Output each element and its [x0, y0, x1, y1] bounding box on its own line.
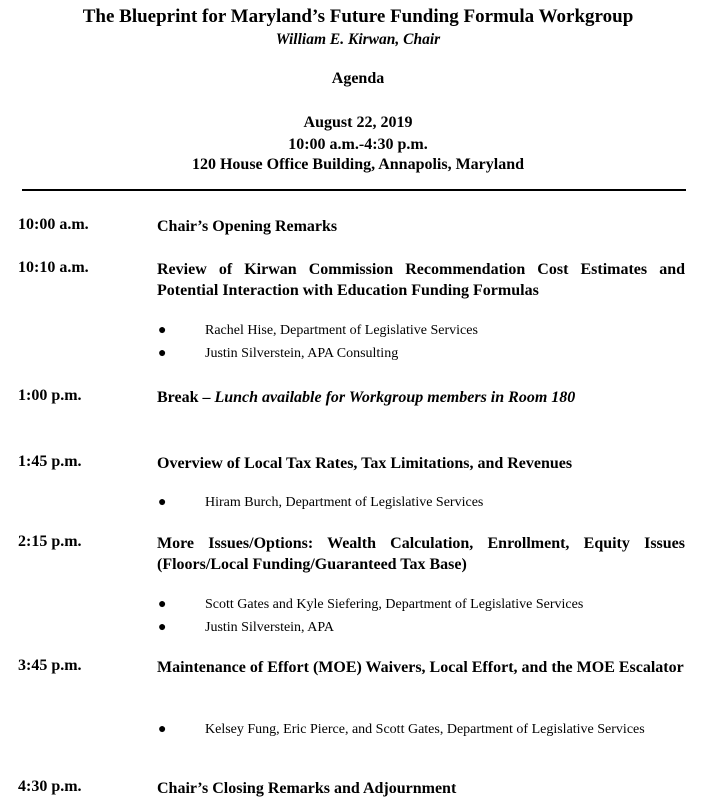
presenter: Kelsey Fung, Eric Pierce, and Scott Gates, Department of Legislative Services: [205, 722, 645, 737]
agenda-topic: Chair’s Closing Remarks and Adjournment: [157, 780, 457, 797]
bullet-icon: ●: [158, 597, 167, 612]
presenter: Hiram Burch, Department of Legislative Services: [205, 495, 484, 510]
document-title: The Blueprint for Maryland’s Future Funding Formula Workgroup: [82, 6, 634, 27]
agenda-time: 10:00 a.m.: [18, 216, 89, 233]
presenter: Scott Gates and Kyle Siefering, Department of Legislative Services: [205, 597, 584, 612]
agenda-topic: [157, 387, 685, 408]
presenter: Rachel Hise, Department of Legislative Services: [205, 323, 478, 338]
bullet-icon: ●: [158, 722, 167, 737]
bullet-icon: ●: [158, 620, 167, 635]
presenter: Justin Silverstein, APA: [205, 620, 335, 635]
agenda-heading: Agenda: [331, 70, 385, 87]
presenter: Justin Silverstein, APA Consulting: [205, 346, 399, 361]
agenda-topic: Maintenance of Effort (MOE) Waivers, Local Effort, and the MOE Escalator: [157, 659, 684, 676]
bullet-icon: ●: [158, 495, 167, 510]
bullet-icon: ●: [158, 346, 167, 361]
agenda-time: 3:45 p.m.: [18, 657, 82, 674]
agenda-topic: Chair’s Opening Remarks: [157, 218, 338, 235]
header-divider: [22, 189, 686, 191]
agenda-topic: Review of Kirwan Commission Recommendation Cost Estimates and Potential Interaction with Education Funding Formulas: [157, 261, 685, 299]
bullet-icon: ●: [158, 323, 167, 338]
agenda-time: 1:45 p.m.: [18, 453, 82, 470]
agenda-time: 2:15 p.m.: [18, 533, 82, 550]
agenda-time: 10:10 a.m.: [18, 259, 89, 276]
agenda-topic-lunch-note: Lunch available for Workgroup members in Room 180: [214, 389, 576, 406]
agenda-time: 4:30 p.m.: [18, 778, 82, 795]
meeting-date: August 22, 2019: [303, 114, 413, 131]
agenda-topic: Overview of Local Tax Rates, Tax Limitations, and Revenues: [157, 455, 573, 472]
meeting-time-range: 10:00 a.m.-4:30 p.m.: [288, 136, 428, 153]
chair-name: William E. Kirwan, Chair: [275, 31, 441, 48]
agenda-time: 1:00 p.m.: [18, 387, 82, 404]
meeting-location: 120 House Office Building, Annapolis, Maryland: [191, 156, 525, 173]
agenda-topic-break: Break –: [157, 389, 215, 406]
agenda-topic: More Issues/Options: Wealth Calculation, Enrollment, Equity Issues (Floors/Local Funding/Guaranteed Tax Base): [157, 535, 685, 573]
